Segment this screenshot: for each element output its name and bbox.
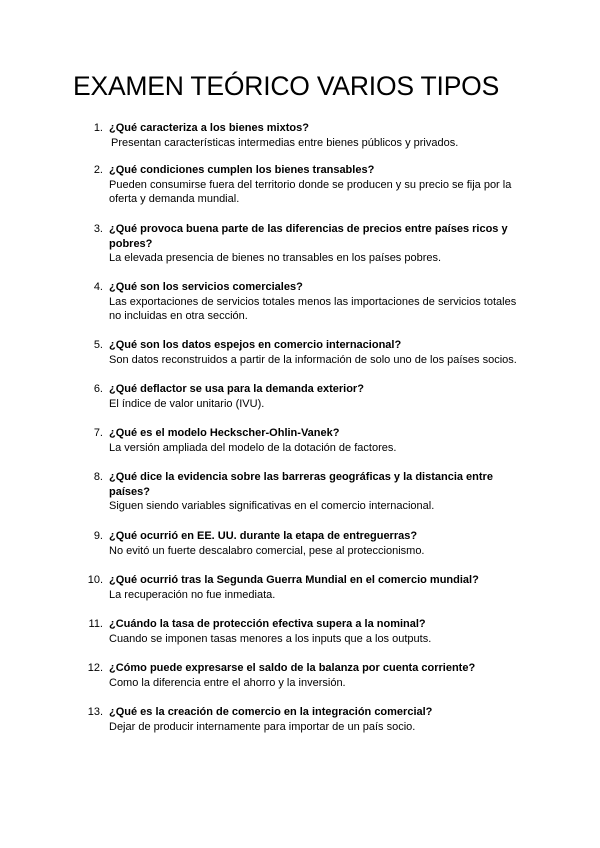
question-number: 2. xyxy=(93,164,103,176)
question-body xyxy=(109,573,519,602)
answer-text: Dejar de producir internamente para importar de un país socio. xyxy=(109,720,416,733)
answer-text: No evitó un fuerte descalabro comercial, pese al proteccionismo. xyxy=(109,544,425,557)
question-body xyxy=(109,222,519,266)
page-title: EXAMEN TEÓRICO VARIOS TIPOS xyxy=(73,71,500,101)
question-body xyxy=(109,661,519,690)
answer-text: La elevada presencia de bienes no transables en los países pobres. xyxy=(109,252,442,265)
question-number: 6. xyxy=(93,383,103,395)
question-number: 9. xyxy=(93,530,103,542)
answer-text: La recuperación no fue inmediata. xyxy=(109,588,276,601)
question-text: ¿Qué condiciones cumplen los bienes transables? xyxy=(109,164,375,176)
question-text: ¿Qué caracteriza a los bienes mixtos? xyxy=(109,122,309,134)
question-number: 1. xyxy=(93,122,103,134)
question-number: 13. xyxy=(87,706,103,718)
question-body xyxy=(109,617,519,646)
question-body xyxy=(109,529,519,558)
question-number: 3. xyxy=(93,223,103,235)
question-body xyxy=(109,121,519,150)
question-text: ¿Qué es la creación de comercio en la integración comercial? xyxy=(109,706,433,718)
question-body xyxy=(109,382,519,411)
question-text: ¿Qué son los datos espejos en comercio internacional? xyxy=(109,339,402,351)
question-number: 7. xyxy=(93,427,103,439)
answer-text: La versión ampliada del modelo de la dotación de factores. xyxy=(109,441,397,454)
answer-text: Las exportaciones de servicios totales menos las importaciones de servicios totales no incluidas en otra sección. xyxy=(109,295,517,323)
question-body xyxy=(109,470,519,514)
answer-text: Siguen siendo variables significativas en el comercio internacional. xyxy=(109,500,435,513)
question-body xyxy=(109,338,519,367)
question-number: 12. xyxy=(87,662,103,674)
question-number: 4. xyxy=(93,281,103,293)
question-body xyxy=(109,426,519,455)
question-text: ¿Qué deflactor se usa para la demanda exterior? xyxy=(109,383,364,395)
question-body xyxy=(109,705,519,734)
question-number: 5. xyxy=(93,339,103,351)
question-text: ¿Cómo puede expresarse el saldo de la balanza por cuenta corriente? xyxy=(109,662,476,674)
question-text: ¿Cuándo la tasa de protección efectiva supera a la nominal? xyxy=(109,618,426,630)
question-number: 11. xyxy=(88,618,103,630)
question-body xyxy=(109,280,519,324)
question-number: 10. xyxy=(87,574,103,586)
question-number: 8. xyxy=(93,471,103,483)
question-text: ¿Qué ocurrió tras la Segunda Guerra Mundial en el comercio mundial? xyxy=(109,574,479,586)
question-text: ¿Qué dice la evidencia sobre las barreras geográficas y la distancia entre países? xyxy=(109,471,493,498)
answer-text: El índice de valor unitario (IVU). xyxy=(109,397,265,410)
question-text: ¿Qué es el modelo Heckscher-Ohlin-Vanek? xyxy=(109,427,340,439)
answer-text: Cuando se imponen tasas menores a los inputs que a los outputs. xyxy=(109,632,432,645)
question-body xyxy=(109,163,519,207)
answer-text: Presentan características intermedias entre bienes públicos y privados. xyxy=(111,136,459,149)
question-text: ¿Qué son los servicios comerciales? xyxy=(109,281,303,293)
answer-text: Son datos reconstruidos a partir de la información de solo uno de los países socios. xyxy=(109,353,517,366)
answer-text: Como la diferencia entre el ahorro y la inversión. xyxy=(109,676,346,689)
question-text: ¿Qué provoca buena parte de las diferencias de precios entre países ricos y pobres? xyxy=(109,223,508,250)
question-text: ¿Qué ocurrió en EE. UU. durante la etapa de entreguerras? xyxy=(109,530,418,542)
answer-text: Pueden consumirse fuera del territorio donde se producen y su precio se fija por la oferta y demanda mundial. xyxy=(109,178,512,206)
